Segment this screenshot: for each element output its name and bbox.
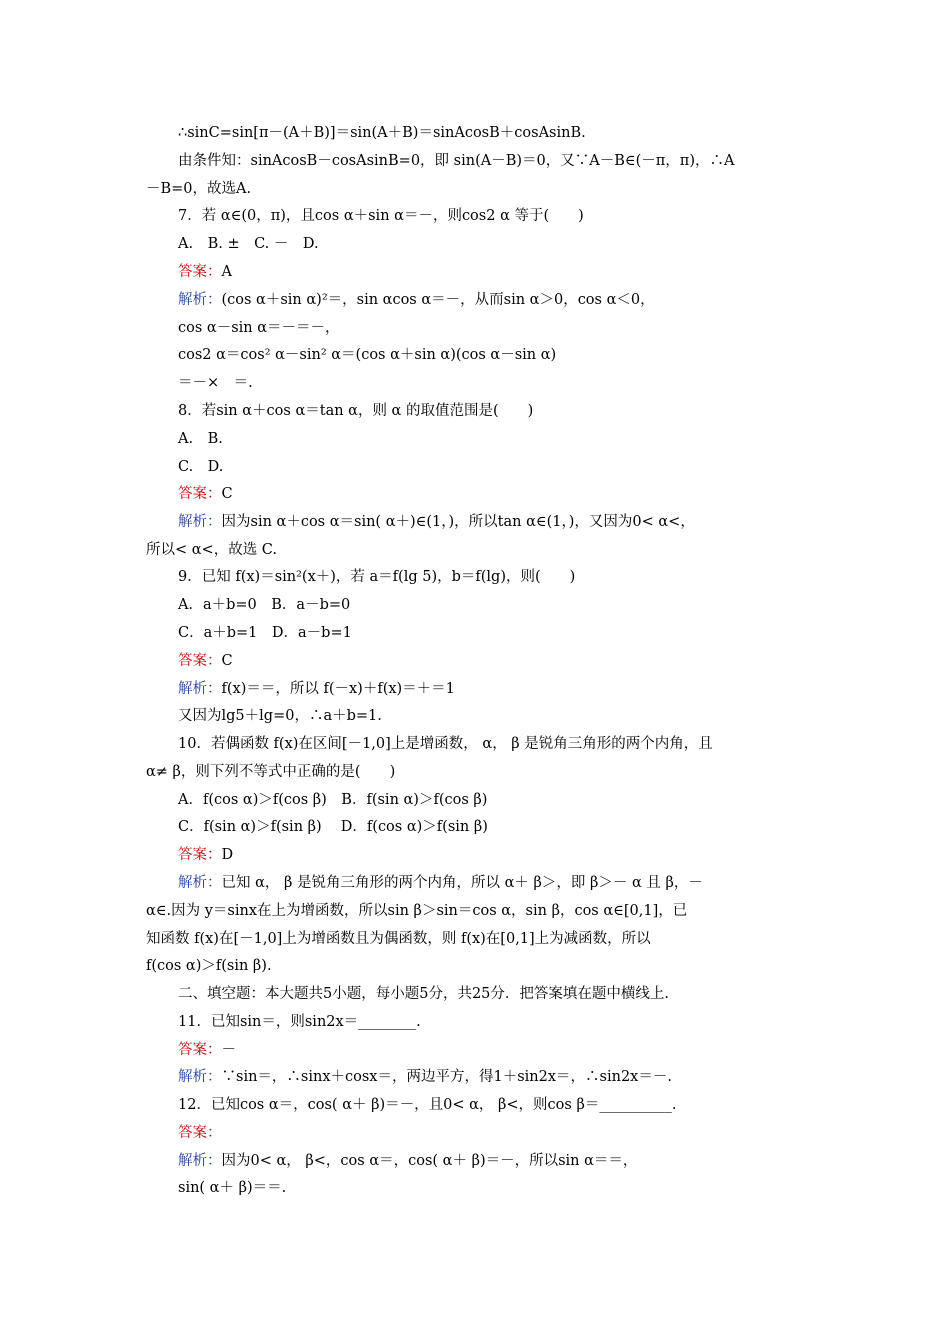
text-line: cos α－sin α＝－＝－， [178,320,340,336]
question-10: 10．若偶函数 f(x)在区间[－1,0]上是增函数， α， β 是锐角三角形的两个内角，且 [178,736,713,752]
answer-label: 答案： [178,486,222,502]
question-10-options-ab: A．f(cos α)＞f(cos β) B．f(sin α)＞f(cos β) [178,792,488,808]
analysis-row [178,873,703,893]
analysis-label: 解析： [178,514,222,530]
analysis-row [178,1151,637,1171]
text-line: sin( α＋ β)＝＝. [178,1180,287,1196]
text-line: α≠ β，则下列不等式中正确的是( ) [146,764,396,780]
question-8: 8．若sin α＋cos α＝tan α，则 α 的取值范围是( ) [178,403,534,419]
answer-label: 答案： [178,264,222,280]
analysis-row [178,512,695,532]
question-10-options-cd: C．f(sin α)＞f(sin β) D．f(cos α)＞f(sin β) [178,819,488,835]
analysis-row [178,1067,672,1087]
analysis-text: (cos α＋sin α)²＝，sin αcos α＝－，从而sin α＞0，cos α＜0， [221,292,655,308]
text-line: 知函数 f(x)在[－1,0]上为增函数且为偶函数，则 f(x)在[0,1]上为减函数，所以 [146,931,651,947]
answer-row [178,651,233,671]
answer-value: C [221,653,233,669]
text-line: ∴sinC=sin[π－(A＋B)]＝sin(A＋B)＝sinAcosB＋cosAsinB. [178,125,586,141]
question-7-options: A. B. ± C. － D. [178,236,319,252]
question-11: 11．已知sin＝，则sin2x＝________. [178,1014,421,1030]
analysis-label: 解析： [178,1153,222,1169]
section-heading: 二、填空题：本大题共5小题，每小题5分，共25分．把答案填在题中横线上. [178,986,670,1002]
question-8-options-ab: A. B. [178,431,223,447]
analysis-text: f(x)＝＝，所以 f(－x)＋f(x)＝＋＝1 [221,681,455,697]
answer-label: 答案： [178,653,222,669]
text-line: 又因为lg5＋lg=0，∴a＋b=1. [178,708,382,724]
analysis-text: 已知 α， β 是锐角三角形的两个内角，所以 α＋ β＞，即 β＞－ α 且 β，－ [221,875,703,891]
answer-value: D [221,847,234,863]
question-9: 9．已知 f(x)＝sin²(x＋)，若 a＝f(lg 5)，b＝f(lg)，则( ) [178,569,576,585]
answer-row [178,845,233,865]
analysis-text: 因为0< α， β<，cos α＝，cos( α＋ β)＝－，所以sin α＝＝， [221,1153,638,1169]
text-line: α∈.因为 y＝sinx在上为增函数，所以sin β＞sin＝cos α，sin β，cos α∈[0,1]，已 [146,903,688,919]
answer-row [178,1040,236,1060]
analysis-label: 解析： [178,681,222,697]
analysis-row [178,290,655,310]
text-line: cos2 α＝cos² α－sin² α＝(cos α＋sin α)(cos α－sin α) [178,347,557,363]
answer-value: A [221,264,232,280]
answer-value: C [221,486,233,502]
text-line: －B=0，故选A. [146,181,252,197]
analysis-label: 解析： [178,875,222,891]
analysis-label: 解析： [178,1069,222,1085]
answer-label: 答案： [178,1042,222,1058]
analysis-row [178,679,455,699]
analysis-text: 因为sin α＋cos α＝sin( α＋)∈(1，)，所以tan α∈(1，)，又因为0< α<， [221,514,695,530]
answer-label: 答案： [178,1125,222,1141]
question-9-options-ab: A．a＋b=0 B．a－b=0 [178,597,351,613]
question-9-options-cd: C．a＋b=1 D．a－b=1 [178,625,352,641]
analysis-label: 解析： [178,292,222,308]
question-8-options-cd: C. D. [178,459,224,475]
text-line: 所以< α<，故选 C. [146,542,277,558]
answer-value: － [221,1042,236,1058]
answer-row [178,1123,222,1143]
analysis-text: ∵sin＝，∴sinx＋cosx＝，两边平方，得1＋sin2x＝，∴sin2x＝－. [221,1069,672,1085]
text-line: f(cos α)＞f(sin β). [146,958,272,974]
question-7: 7．若 α∈(0，π)，且cos α＋sin α＝－，则cos2 α 等于( ) [178,208,584,224]
answer-label: 答案： [178,847,222,863]
question-12: 12．已知cos α＝，cos( α＋ β)＝－，且0< α， β<，则cos β＝__________. [178,1097,677,1113]
answer-row [178,484,233,504]
text-line: ＝－× ＝. [178,375,253,391]
answer-row [178,262,232,282]
text-line: 由条件知：sinAcosB－cosAsinB=0，即 sin(A－B)＝0，又∵A－B∈(－π，π)，∴A [178,153,735,169]
